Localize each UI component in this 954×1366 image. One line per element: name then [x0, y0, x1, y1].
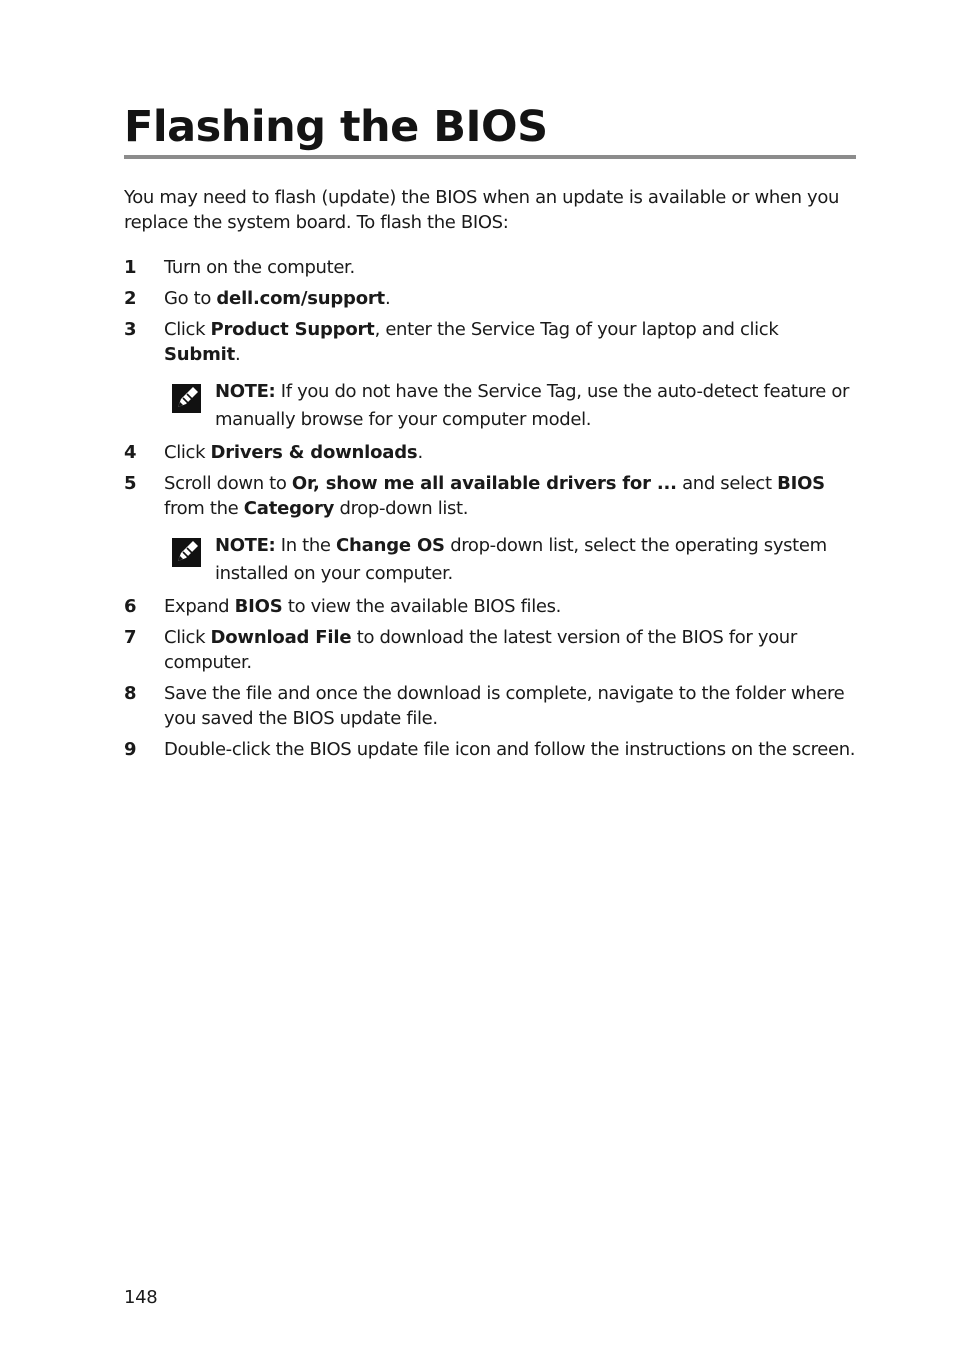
text-run: Save the file and once the download is complete, navigate to the folder where you saved the BIOS update file. [164, 683, 845, 729]
step-number: 9 [124, 739, 137, 760]
text-run: Go to [164, 288, 217, 309]
step-text [164, 255, 856, 280]
step-number: 6 [124, 596, 137, 617]
step-number: 1 [124, 257, 137, 278]
text-run: . [235, 344, 241, 365]
intro-paragraph: You may need to flash (update) the BIOS when an update is available or when you replace the system board. To flash the BIOS: [124, 187, 840, 233]
text-run: Click [164, 627, 211, 648]
note-box [172, 378, 856, 434]
bold-term: Category [243, 498, 335, 519]
title-underline [124, 155, 856, 159]
step-number: 7 [124, 627, 137, 648]
page-number: 148 [124, 1287, 158, 1308]
text-run: drop-down list, select the operating system installed on your computer. [215, 535, 827, 584]
bold-term: Download File [210, 627, 352, 648]
bold-term: Or, show me all available drivers for ... [291, 473, 677, 494]
bold-term: dell.com/support [216, 288, 385, 309]
text-run: , enter the Service Tag of your laptop and click [374, 319, 779, 340]
text-run: to view the available BIOS files. [282, 596, 561, 617]
text-run: . [417, 442, 423, 463]
text-run: Expand [164, 596, 235, 617]
step-item [124, 440, 856, 465]
text-run: Turn on the computer. [164, 257, 355, 278]
step-number: 5 [124, 473, 137, 494]
step-text [164, 317, 856, 367]
step-number: 8 [124, 683, 137, 704]
bold-term: BIOS [777, 473, 825, 494]
step-text [164, 440, 856, 465]
step-number: 3 [124, 319, 137, 340]
steps-list [124, 255, 856, 768]
step-item [124, 737, 856, 762]
text-run: to download the latest version of the BIOS for your computer. [164, 627, 797, 673]
text-run: and select [676, 473, 778, 494]
text-run: Double-click the BIOS update file icon and follow the instructions on the screen. [164, 739, 856, 760]
text-run: Click [164, 442, 211, 463]
page-title: Flashing the BIOS [124, 102, 548, 152]
pencil-note-icon [172, 384, 201, 413]
text-run: Scroll down to [164, 473, 292, 494]
step-number: 2 [124, 288, 137, 309]
text-run: drop-down list. [334, 498, 469, 519]
step-text [164, 737, 856, 762]
text-run: If you do not have the Service Tag, use the auto-detect feature or manually browse for your computer model. [215, 381, 850, 430]
step-text [164, 471, 856, 521]
note-label: NOTE: [215, 535, 276, 556]
step-item [124, 286, 856, 311]
text-run: from the [164, 498, 244, 519]
note-label: NOTE: [215, 381, 276, 402]
text-run: . [384, 288, 391, 309]
step-item [124, 255, 856, 280]
text-run: In the [275, 535, 337, 556]
text-run: Click [164, 319, 211, 340]
bold-term: Change OS [336, 535, 445, 556]
step-number: 4 [124, 442, 137, 463]
step-item [124, 317, 856, 434]
bold-term: Product Support [210, 319, 375, 340]
step-text [164, 681, 856, 731]
step-text [164, 625, 856, 675]
bold-term: Submit [164, 344, 235, 365]
bold-term: BIOS [234, 596, 283, 617]
step-item [124, 681, 856, 731]
step-text [164, 286, 856, 311]
step-item [124, 625, 856, 675]
pencil-note-icon [172, 538, 201, 567]
bold-term: Drivers & downloads [210, 442, 418, 463]
step-text [164, 594, 856, 619]
note-box [172, 532, 856, 588]
step-item [124, 594, 856, 619]
step-item [124, 471, 856, 588]
